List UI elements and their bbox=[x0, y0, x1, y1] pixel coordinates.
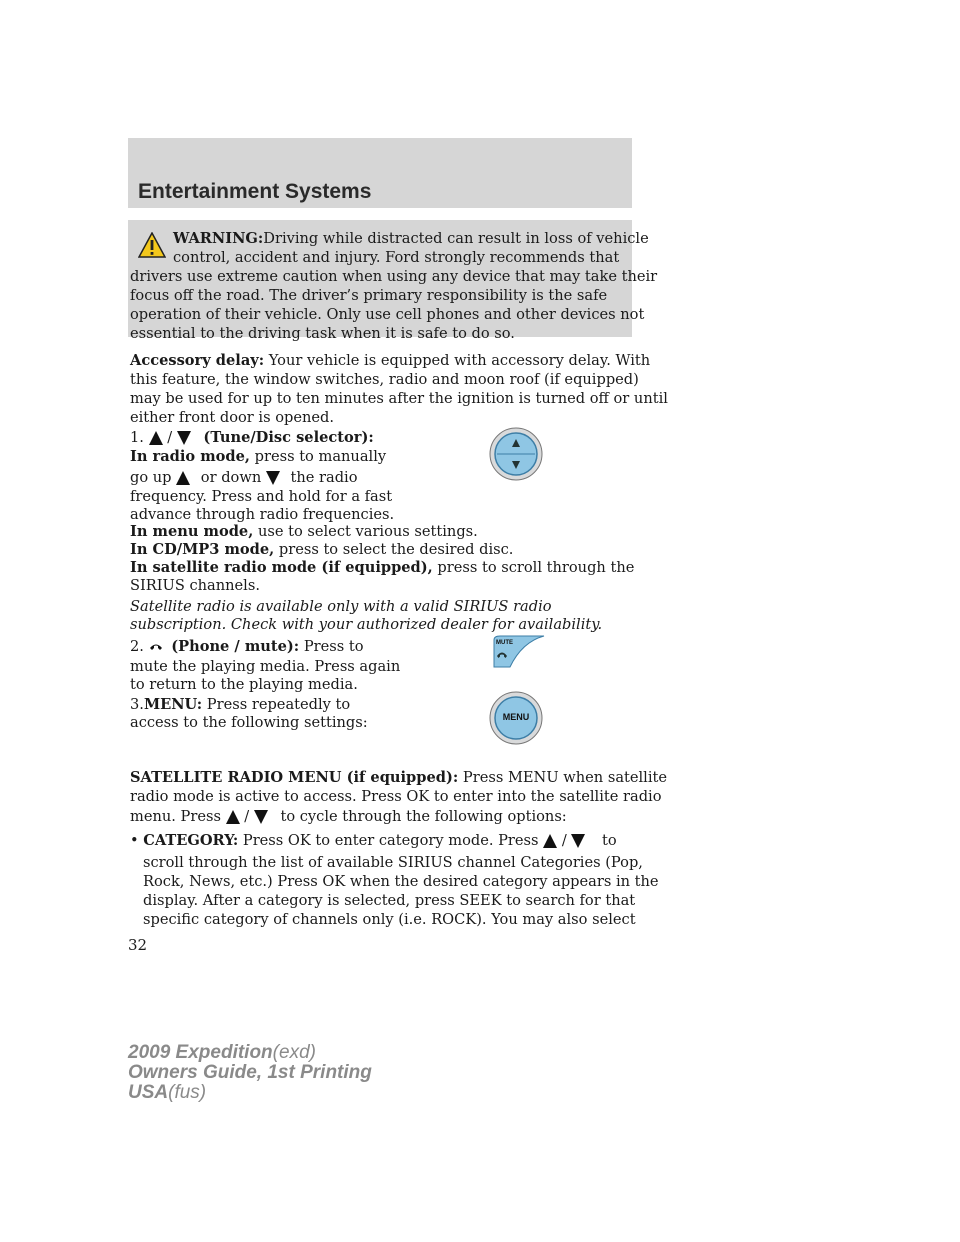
warning-line-5: operation of their vehicle. Only use cell phones and other devices not bbox=[130, 306, 645, 323]
page-number: 32 bbox=[128, 936, 148, 954]
section-title: Entertainment Systems bbox=[138, 180, 372, 203]
arrow-down-icon bbox=[266, 471, 280, 485]
item2-heading: 2. (Phone / mute): Press to bbox=[130, 638, 364, 655]
accessory-line-4: either front door is opened. bbox=[130, 409, 334, 426]
arrow-down-icon bbox=[254, 810, 268, 824]
item1-radio-line: In radio mode, press to manually bbox=[130, 448, 387, 465]
item2-line-2: mute the playing media. Press again bbox=[130, 658, 401, 675]
mute-button-graphic bbox=[492, 634, 546, 668]
item1-heading: 1. / (Tune/Disc selector): bbox=[130, 429, 374, 446]
category-line-1: • CATEGORY: Press OK to enter category mode. Press / to bbox=[130, 832, 617, 849]
arrow-up-icon bbox=[226, 810, 240, 824]
arrow-up-icon bbox=[543, 834, 557, 848]
section-header bbox=[128, 138, 632, 208]
warning-line-4: focus off the road. The driver’s primary responsibility is the safe bbox=[130, 287, 608, 304]
arrow-up-icon bbox=[149, 431, 163, 445]
menu-button-label: MENU bbox=[502, 712, 530, 722]
item1-freq-1: frequency. Press and hold for a fast bbox=[130, 488, 393, 505]
satmenu-line-3: menu. Press / to cycle through the following options: bbox=[130, 808, 567, 825]
category-line-3: Rock, News, etc.) Press OK when the desired category appears in the bbox=[143, 873, 659, 890]
category-line-2: scroll through the list of available SIRIUS channel Categories (Pop, bbox=[143, 854, 643, 871]
arrow-down-icon bbox=[177, 431, 191, 445]
tune-selector-graphic bbox=[488, 426, 544, 482]
category-line-4: display. After a category is selected, press SEEK to search for that bbox=[143, 892, 636, 909]
arrow-down-icon bbox=[571, 834, 585, 848]
item1-note-1: Satellite radio is available only with a valid SIRIUS radio bbox=[130, 598, 552, 615]
mute-button-label: MUTE bbox=[496, 640, 513, 646]
item3-line-2: access to the following settings: bbox=[130, 714, 368, 731]
accessory-line-2: this feature, the window switches, radio and moon roof (if equipped) bbox=[130, 371, 639, 388]
item1-note-2: subscription. Check with your authorized dealer for availability. bbox=[130, 616, 603, 633]
warning-triangle-icon bbox=[138, 232, 166, 258]
footer-line-1: 2009 Expedition(exd) bbox=[128, 1042, 316, 1063]
accessory-line-1: Accessory delay: Your vehicle is equipped with accessory delay. With bbox=[130, 352, 651, 369]
warning-line-2: control, accident and injury. Ford strongly recommends that bbox=[173, 249, 620, 266]
item1-freq-2: advance through radio frequencies. bbox=[130, 506, 395, 523]
phone-icon bbox=[149, 642, 163, 652]
category-line-5: specific category of channels only (i.e. ROCK). You may also select bbox=[143, 911, 636, 928]
footer-line-2: Owners Guide, 1st Printing bbox=[128, 1062, 372, 1083]
warning-line-6: essential to the driving task when it is safe to do so. bbox=[130, 325, 515, 342]
footer-imprint bbox=[128, 1043, 372, 1103]
accessory-line-3: may be used for up to ten minutes after the ignition is turned off or until bbox=[130, 390, 668, 407]
warning-line-3: drivers use extreme caution when using any device that may take their bbox=[130, 268, 658, 285]
warning-line-1: WARNING:Driving while distracted can result in loss of vehicle bbox=[173, 230, 649, 247]
warning-box bbox=[128, 220, 658, 342]
arrow-up-icon bbox=[176, 471, 190, 485]
item1-sat-line-2: SIRIUS channels. bbox=[130, 577, 260, 594]
item1-sat-line: In satellite radio mode (if equipped), press to scroll through the bbox=[130, 559, 635, 576]
satmenu-line-1: SATELLITE RADIO MENU (if equipped): Press MENU when satellite bbox=[130, 769, 668, 786]
footer-line-3: USA(fus) bbox=[128, 1082, 207, 1103]
item1-cd-line: In CD/MP3 mode, press to select the desired disc. bbox=[130, 541, 514, 558]
item2-line-3: to return to the playing media. bbox=[130, 676, 358, 693]
item1-goup-line: go up or down the radio bbox=[130, 469, 358, 486]
menu-button-graphic bbox=[488, 690, 544, 746]
satmenu-line-2: radio mode is active to access. Press OK to enter into the satellite radio bbox=[130, 788, 662, 805]
item3-heading: 3.MENU: Press repeatedly to bbox=[130, 696, 351, 713]
item1-menu-line: In menu mode, use to select various settings. bbox=[130, 523, 478, 540]
